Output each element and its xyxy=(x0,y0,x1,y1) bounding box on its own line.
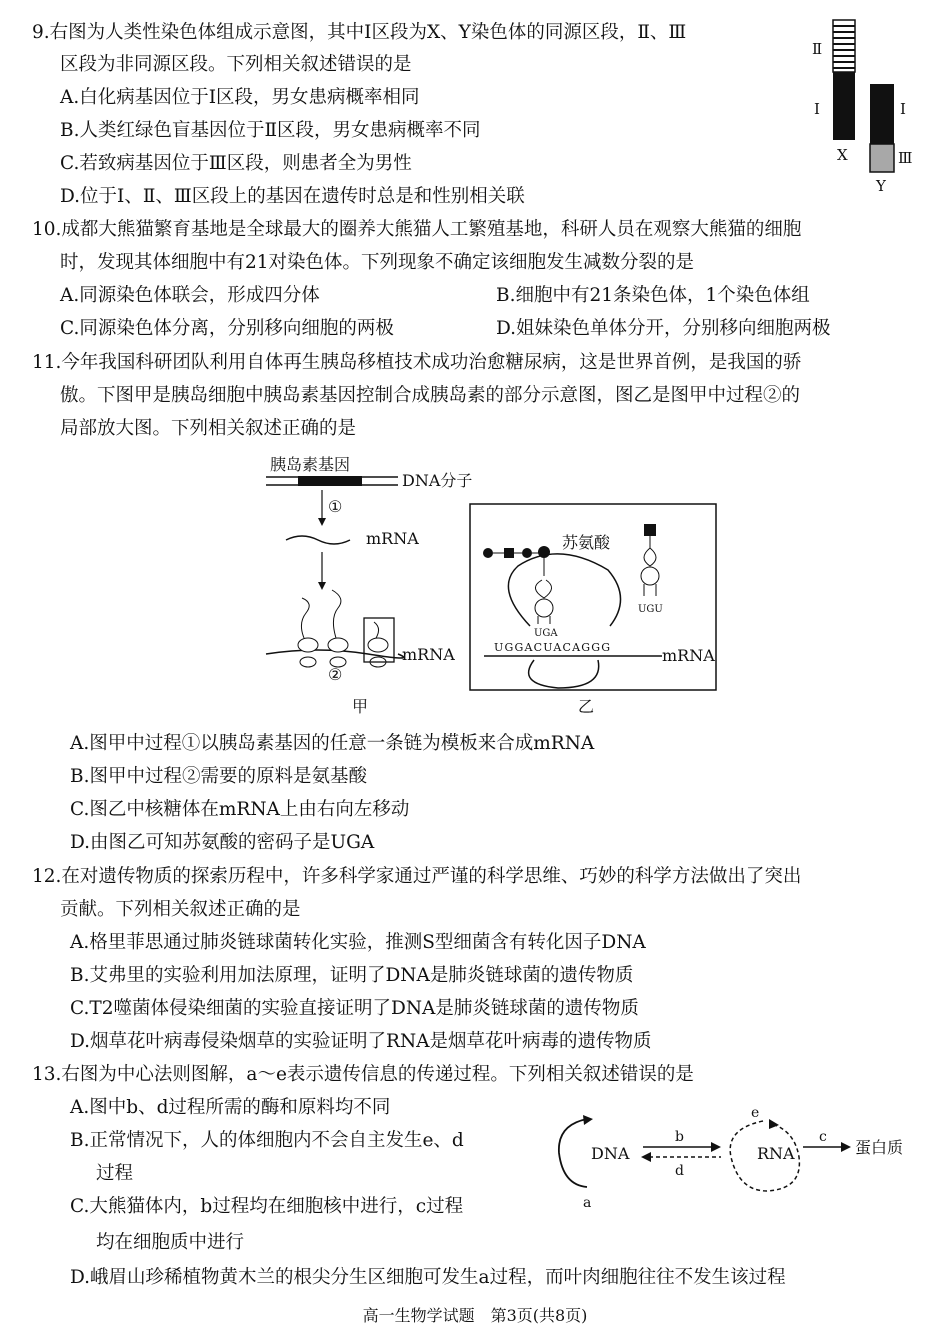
q10-stem-line1: 10.成都大熊猫繁育基地是全球最大的圈养大熊猫人工繁殖基地，科研人员在观察大熊猫的细胞 xyxy=(32,219,802,240)
label-d: d xyxy=(675,1163,684,1179)
fig-label-Y: Y xyxy=(876,177,886,195)
gene-label: 胰岛素基因 xyxy=(270,455,351,474)
q11-option-d: D.由图乙可知苏氨酸的密码子是UGA xyxy=(70,832,375,853)
q11-stem-line3: 局部放大图。下列相关叙述正确的是 xyxy=(60,418,357,439)
figure-yi-caption: 乙 xyxy=(578,697,595,716)
q13-stem: 13.右图为中心法则图解，a～e表示遗传信息的传递过程。下列相关叙述错误的是 xyxy=(32,1064,694,1085)
anticodon-free-trna: UGU xyxy=(638,604,663,615)
q12-option-d: D.烟草花叶病毒侵染烟草的实验证明了RNA是烟草花叶病毒的遗传物质 xyxy=(70,1031,652,1052)
q12-stem-line1: 12.在对遗传物质的探索历程中，许多科学家通过严谨的科学思维、巧妙的科学方法做出了突出 xyxy=(32,866,802,887)
mrna-sequence: UGGACUACAGGG xyxy=(494,641,612,654)
q11-option-c: C.图乙中核糖体在mRNA上由右向左移动 xyxy=(70,799,410,820)
page-footer: 高一生物学试题 第3页(共8页) xyxy=(362,1306,588,1325)
q11-stem-line1: 11.今年我国科研团队利用自体再生胰岛移植技术成功治愈糖尿病，这是世界首例，是我国的骄 xyxy=(32,352,802,373)
q13-option-a: A.图中b、d过程所需的酶和原料均不同 xyxy=(70,1097,391,1118)
anticodon-in-ribosome: UGA xyxy=(534,628,558,639)
q10-option-a: A.同源染色体联会，形成四分体 xyxy=(60,285,320,306)
label-a: a xyxy=(583,1195,592,1211)
q10-stem-line2: 时，发现其体细胞中有21对染色体。下列现象不确定该细胞发生减数分裂的是 xyxy=(60,252,695,273)
mrna-label-2: mRNA xyxy=(402,645,455,664)
mrna-label-3: mRNA xyxy=(662,646,715,665)
dna-node: DNA xyxy=(591,1144,630,1163)
q9-option-b: B.人类红绿色盲基因位于Ⅱ区段，男女患病概率不同 xyxy=(60,120,481,141)
q11-option-a: A.图甲中过程①以胰岛素基因的任意一条链为模板来合成mRNA xyxy=(70,733,595,754)
fig-label-III: Ⅲ xyxy=(898,149,913,167)
y-chromosome xyxy=(870,84,894,172)
label-c: c xyxy=(819,1129,827,1145)
figure-jia-caption: 甲 xyxy=(352,697,369,716)
mrna-label-1: mRNA xyxy=(366,529,419,548)
q12-option-b: B.艾弗里的实验利用加法原理，证明了DNA是肺炎链球菌的遗传物质 xyxy=(70,965,634,986)
q11-translation-figure xyxy=(258,448,728,720)
step2-label: ② xyxy=(328,665,343,684)
q10-option-c: C.同源染色体分离，分别移向细胞的两极 xyxy=(60,318,394,339)
q13-option-c-line1: C.大熊猫体内，b过程均在细胞核中进行，c过程 xyxy=(70,1196,464,1217)
q12-option-c: C.T2噬菌体侵染细菌的实验直接证明了DNA是肺炎链球菌的遗传物质 xyxy=(70,998,639,1019)
q11-option-b: B.图甲中过程②需要的原料是氨基酸 xyxy=(70,766,367,787)
x-chromosome xyxy=(833,20,855,140)
q12-option-a: A.格里菲思通过肺炎链球菌转化实验，推测S型细菌含有转化因子DNA xyxy=(70,932,646,953)
q10-option-d: D.姐妹染色单体分开，分别移向细胞两极 xyxy=(496,318,831,339)
fig-label-I-right: Ⅰ xyxy=(900,100,906,118)
threonine-label: 苏氨酸 xyxy=(562,533,611,552)
q9-stem-line1: 9.右图为人类性染色体组成示意图，其中Ⅰ区段为X、Y染色体的同源区段，Ⅱ、Ⅲ xyxy=(32,22,687,43)
step1-label: ① xyxy=(328,497,343,516)
q9-option-d: D.位于Ⅰ、Ⅱ、Ⅲ区段上的基因在遗传时总是和性别相关联 xyxy=(60,186,525,207)
q9-stem-line2: 区段为非同源区段。下列相关叙述错误的是 xyxy=(60,54,412,75)
protein-node: 蛋白质 xyxy=(855,1138,904,1157)
q13-option-b-line1: B.正常情况下，人的体细胞内不会自主发生e、d xyxy=(70,1130,464,1151)
label-e: e xyxy=(751,1105,760,1121)
q13-option-c-line2: 均在细胞质中进行 xyxy=(96,1232,245,1253)
q11-stem-line2: 傲。下图甲是胰岛细胞中胰岛素基因控制合成胰岛素的部分示意图，图乙是图甲中过程②的 xyxy=(60,385,801,406)
label-b: b xyxy=(675,1129,684,1145)
rna-node: RNA xyxy=(757,1144,795,1163)
q13-option-d: D.峨眉山珍稀植物黄木兰的根尖分生区细胞可发生a过程，而叶肉细胞往往不发生该过程 xyxy=(70,1267,786,1288)
fig-label-II: Ⅱ xyxy=(812,40,823,58)
q13-option-b-line2: 过程 xyxy=(96,1163,134,1184)
q12-stem-line2: 贡献。下列相关叙述正确的是 xyxy=(60,899,301,920)
fig-label-I-left: Ⅰ xyxy=(814,100,820,118)
fig-label-X: X xyxy=(837,146,848,164)
figure-jia xyxy=(266,455,472,716)
q9-option-c: C.若致病基因位于Ⅲ区段，则患者全为男性 xyxy=(60,153,412,174)
q13-central-dogma-figure xyxy=(555,1095,935,1215)
q9-option-a: A.白化病基因位于Ⅰ区段，男女患病概率相同 xyxy=(60,87,420,108)
figure-yi xyxy=(470,504,716,716)
q9-chromosome-figure xyxy=(800,18,930,198)
dna-label: DNA分子 xyxy=(402,471,473,490)
q10-option-b: B.细胞中有21条染色体，1个染色体组 xyxy=(496,285,810,306)
